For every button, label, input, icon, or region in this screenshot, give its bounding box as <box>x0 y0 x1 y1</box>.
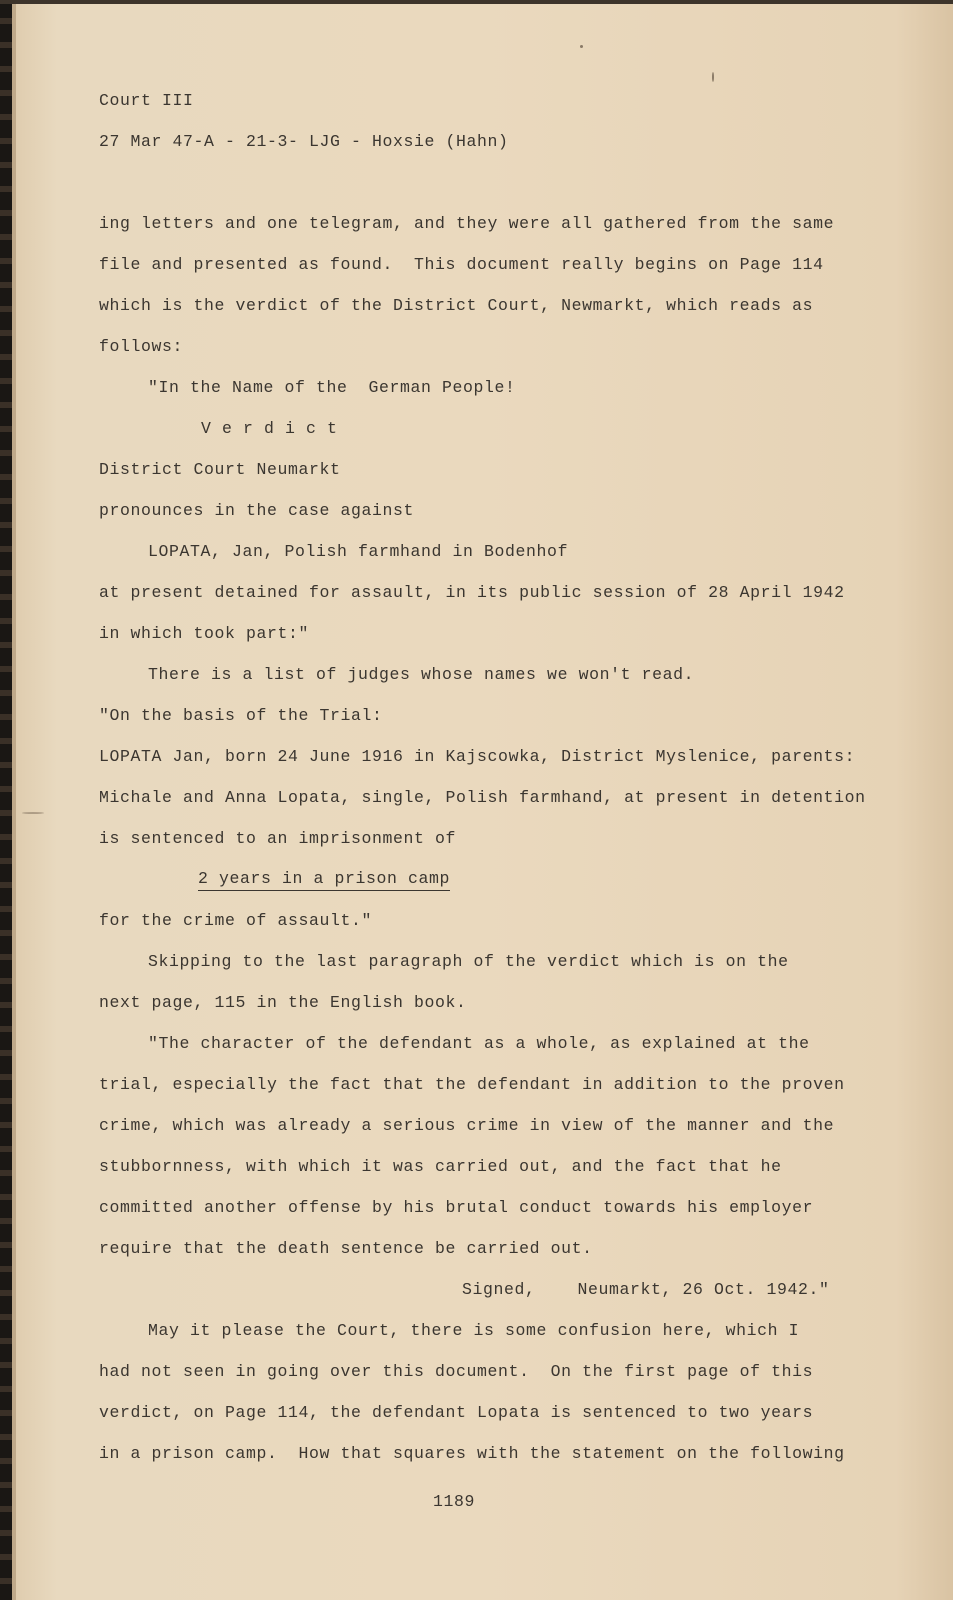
verdict-heading-line: "In the Name of the German People! <box>148 378 516 397</box>
binding-edge <box>12 0 16 1600</box>
body-line: Skipping to the last paragraph of the verdict which is on the <box>148 952 789 971</box>
body-line: follows: <box>99 337 184 356</box>
body-line: LOPATA Jan, born 24 June 1916 in Kajscowka, District Myslenice, parents: <box>99 747 856 766</box>
body-line: file and presented as found. This document really begins on Page 114 <box>99 255 824 274</box>
body-line: verdict, on Page 114, the defendant Lopata is sentenced to two years <box>99 1403 814 1422</box>
body-line: "On the basis of the Trial: <box>99 706 383 725</box>
body-line: next page, 115 in the English book. <box>99 993 467 1012</box>
body-line: trial, especially the fact that the defendant in addition to the proven <box>99 1075 845 1094</box>
body-line: stubbornness, with which it was carried out, and the fact that he <box>99 1157 782 1176</box>
paper-speck <box>580 45 583 48</box>
body-line: May it please the Court, there is some confusion here, which I <box>148 1321 800 1340</box>
body-line: committed another offense by his brutal conduct towards his employer <box>99 1198 814 1217</box>
body-line: which is the verdict of the District Court, Newmarkt, which reads as <box>99 296 814 315</box>
body-line: crime, which was already a serious crime in view of the manner and the <box>99 1116 835 1135</box>
body-line: in which took part:" <box>99 624 310 643</box>
body-line: pronounces in the case against <box>99 501 415 520</box>
paper-speck <box>712 72 714 82</box>
signature-line: Signed, Neumarkt, 26 Oct. 1942." <box>462 1280 830 1299</box>
body-line: "The character of the defendant as a whole, as explained at the <box>148 1034 810 1053</box>
body-line: in a prison camp. How that squares with the statement on the following <box>99 1444 845 1463</box>
sentence-underlined: 2 years in a prison camp <box>198 869 450 891</box>
body-line: Michale and Anna Lopata, single, Polish farmhand, at present in detention <box>99 788 866 807</box>
page-number: 1189 <box>433 1492 476 1511</box>
body-line: for the crime of assault." <box>99 911 373 930</box>
paper-speck <box>22 812 44 814</box>
session-header: 27 Mar 47-A - 21-3- LJG - Hoxsie (Hahn) <box>99 132 509 151</box>
body-line: LOPATA, Jan, Polish farmhand in Bodenhof <box>148 542 569 561</box>
body-line: had not seen in going over this document. On the first page of this <box>99 1362 814 1381</box>
body-line: is sentenced to an imprisonment of <box>99 829 457 848</box>
body-line: ing letters and one telegram, and they were all gathered from the same <box>99 214 835 233</box>
body-line: at present detained for assault, in its public session of 28 April 1942 <box>99 583 845 602</box>
binding-strip <box>0 0 12 1600</box>
verdict-title: V e r d i c t <box>201 419 338 438</box>
top-edge <box>0 0 953 4</box>
body-line: require that the death sentence be carried out. <box>99 1239 593 1258</box>
court-header: Court III <box>99 91 194 110</box>
body-line: There is a list of judges whose names we won't read. <box>148 665 695 684</box>
body-line: District Court Neumarkt <box>99 460 341 479</box>
